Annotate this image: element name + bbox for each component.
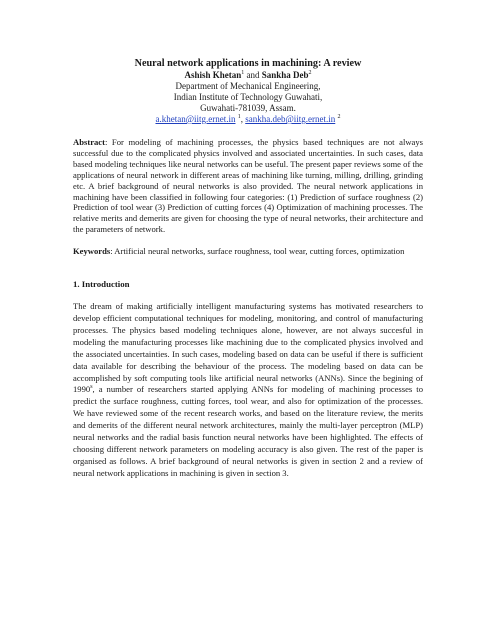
author-1: Ashish Khetan xyxy=(184,70,242,80)
introduction-text-part-2: , a number of researchers started applying ANNs for modeling of machining processes to predict the surface roughness, cutting forces, tool wear, and also for optimization of the processes. We have reviewed some of the recent research works, and based on the literature review, the merits and demerits of the different neural network architectures, mainly the multi-layer perceptron (MLP) neural networks and the radial basis function neural networks have been highlighted. The effects of choosing different network parameters on modeling accuracy is also given. The rest of the paper is organised as follows. A brief background of neural networks is given in section 2 and a review of neural network applications in machining is given in section 3. xyxy=(73,384,423,478)
email-line xyxy=(73,114,423,125)
author-1-sup: 1 xyxy=(241,70,245,76)
abstract-label: Abstract xyxy=(73,137,105,147)
author-joiner: and xyxy=(244,70,262,80)
section-heading-introduction: 1. Introduction xyxy=(73,279,130,290)
keywords xyxy=(73,246,423,257)
affiliation-location: Guwahati-781039, Assam. xyxy=(200,103,296,113)
introduction-text-part-1: The dream of making artificially intelligent manufacturing systems has motivated researchers to develop efficient computational techniques for modeling, monitoring, and control of manufacturing processes. The physics based modeling techniques alone, however, are not always succesful in modeling the manufacturing processes like machining due to the complicated physics involved and the associated uncertainties. In such cases, modeling based on data can be useful if there is sufficient data available for describing the behaviour of the process. The modeling based on data can be accomplished by soft computing tools like artificial neural networks (ANNs). Since the begining of 1990 xyxy=(73,301,423,395)
affiliation-department: Department of Mechanical Engineering, xyxy=(175,81,321,91)
keywords-label: Keywords xyxy=(73,246,111,257)
abstract xyxy=(73,137,423,235)
keywords-text: : Artificial neural networks, surface roughness, tool wear, cutting forces, optimization xyxy=(110,246,405,257)
paper-title: Neural network applications in machining: A review xyxy=(134,58,362,69)
email-separator: , xyxy=(240,114,246,124)
email-1-sup: 1 xyxy=(237,114,241,120)
email-link-1[interactable]: a.khetan@iitg.ernet.in xyxy=(155,114,236,124)
abstract-text: : For modeling of machining processes, the physics based techniques are not always successful due to the complicated physics involved and associated uncertainties. In such cases, data based modeling techniques like neural networks can be useful. The present paper reviews some of the applications of neural network in different areas of machining like turning, milling, drilling, grinding etc. A brief background of neural networks is also provided. The neural network applications in machining have been classified in following four categories: (1) Prediction of surface roughness (2) Prediction of tool wear (3) Prediction of cutting forces (4) Optimization of machining processes. The relative merits and demerits are given for choosing the type of neural networks, their architecture and the parameters of network. xyxy=(73,137,423,235)
email-2-sup: 2 xyxy=(337,114,341,120)
introduction-paragraph xyxy=(73,301,423,480)
paper-page xyxy=(73,58,423,480)
email-link-2[interactable]: sankha.deb@iitg.ernet.in xyxy=(245,114,336,124)
author-2-sup: 2 xyxy=(308,70,312,76)
affiliation-institute: Indian Institute of Technology Guwahati, xyxy=(173,92,323,102)
author-2: Sankha Deb xyxy=(261,70,309,80)
author-line xyxy=(73,70,423,81)
introduction-sup: s xyxy=(90,384,93,391)
